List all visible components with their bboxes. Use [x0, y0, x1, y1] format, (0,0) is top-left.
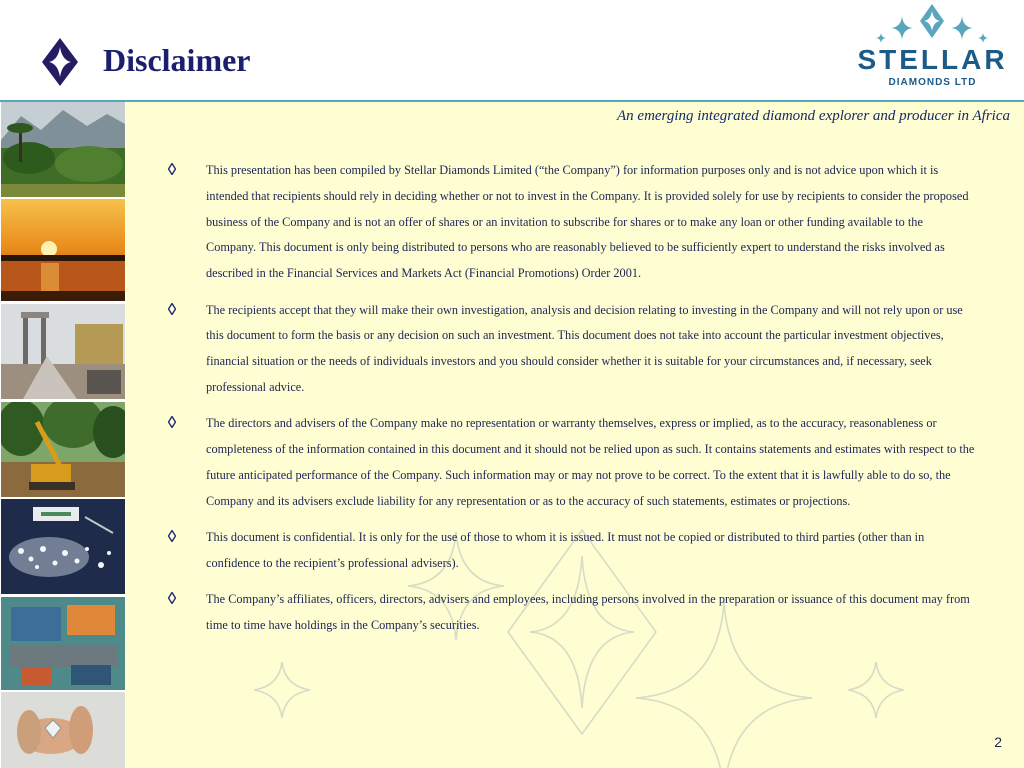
diamond-parcel-photo: [1, 499, 125, 594]
disclaimer-text: This document is confidential. It is only for the use of those to whom it is issued. It must not be copied or distributed to third parties (other than in confidence to the recipient’s professional advisers).: [206, 530, 925, 570]
processing-plant-photo: [1, 304, 125, 399]
content-area: [126, 102, 1024, 768]
disclaimer-item: [166, 298, 976, 401]
diamond-bullet-icon: [168, 416, 176, 428]
hand-holding-diamond-photo: [1, 692, 125, 768]
diamond-bullet-icon: [168, 303, 176, 315]
logo-wordmark: STELLAR: [857, 44, 1008, 75]
disclaimer-text: The recipients accept that they will make their own investigation, analysis and decision relating to investing in the Company and will not rely upon or use this document to form the basis or any decision on such an investment. This document does not take into account the particular investment objectives, financial situation or the needs of individuals investors and you should consider whether it is suitable for your circumstances and, if necessary, seek professional advice.: [206, 302, 963, 394]
disclaimer-text: The Company’s affiliates, officers, directors, advisers and employees, including persons involved in the preparation or issuance of this document may from time to time have holdings in the Company’s securities.: [206, 592, 970, 633]
tagline: An emerging integrated diamond explorer and producer in Africa: [617, 108, 1010, 124]
disclaimer-item: [166, 525, 976, 577]
tropical-mountains-photo: [1, 102, 125, 197]
disclaimer-list: [166, 158, 976, 650]
slide-header: [0, 0, 1024, 100]
disclaimer-item: [166, 411, 976, 514]
diamond-bullet-icon: [168, 163, 176, 175]
sunset-river-photo: [1, 199, 125, 301]
disclaimer-item: [166, 587, 976, 639]
diamond-bullet-icon: [168, 592, 176, 604]
logo-stars-icon: [855, 4, 1010, 44]
disclaimer-item: [166, 158, 976, 287]
diamond-bullet-icon: [168, 530, 176, 542]
forest-excavator-photo: [1, 402, 125, 497]
page-number: 2: [994, 734, 1002, 750]
diamond-logo-icon: [40, 36, 80, 88]
page-title: Disclaimer: [103, 42, 251, 78]
sorting-equipment-photo: [1, 597, 125, 690]
logo-subtitle: DIAMONDS LTD: [888, 77, 977, 88]
stellar-diamonds-logo: [855, 4, 1010, 90]
disclaimer-text: The directors and advisers of the Company make no representation or warranty themselves, express or implied, as to the accuracy, reasonableness or completeness of the information contained in this document and it should not be relied upon as such. It contains statements and estimates with respect to the future anticipated performance of the Company. Such information may or may not prove to be correct. To the extent that it is lawfully able to do so, the Company and its advisers exclude liability for any representation or as to the accuracy of such statements, estimates or projections.: [206, 416, 975, 508]
disclaimer-text: This presentation has been compiled by Stellar Diamonds Limited (“the Company”) for information purposes only and is not advice upon which it is intended that recipients should rely in deciding whether or not to invest in the Company. It is provided solely for use by recipients to consider the proposed business of the Company and is not an offer of shares or an invitation to subscribe for shares or to make any loan or other funding available to the Company. This document is only being distributed to persons who are reasonably believed to be sufficiently expert to understand the risks involved as described in the Financial Services and Markets Act (Financial Promotions) Order 2001.: [206, 163, 969, 281]
photo-strip: [0, 102, 126, 768]
